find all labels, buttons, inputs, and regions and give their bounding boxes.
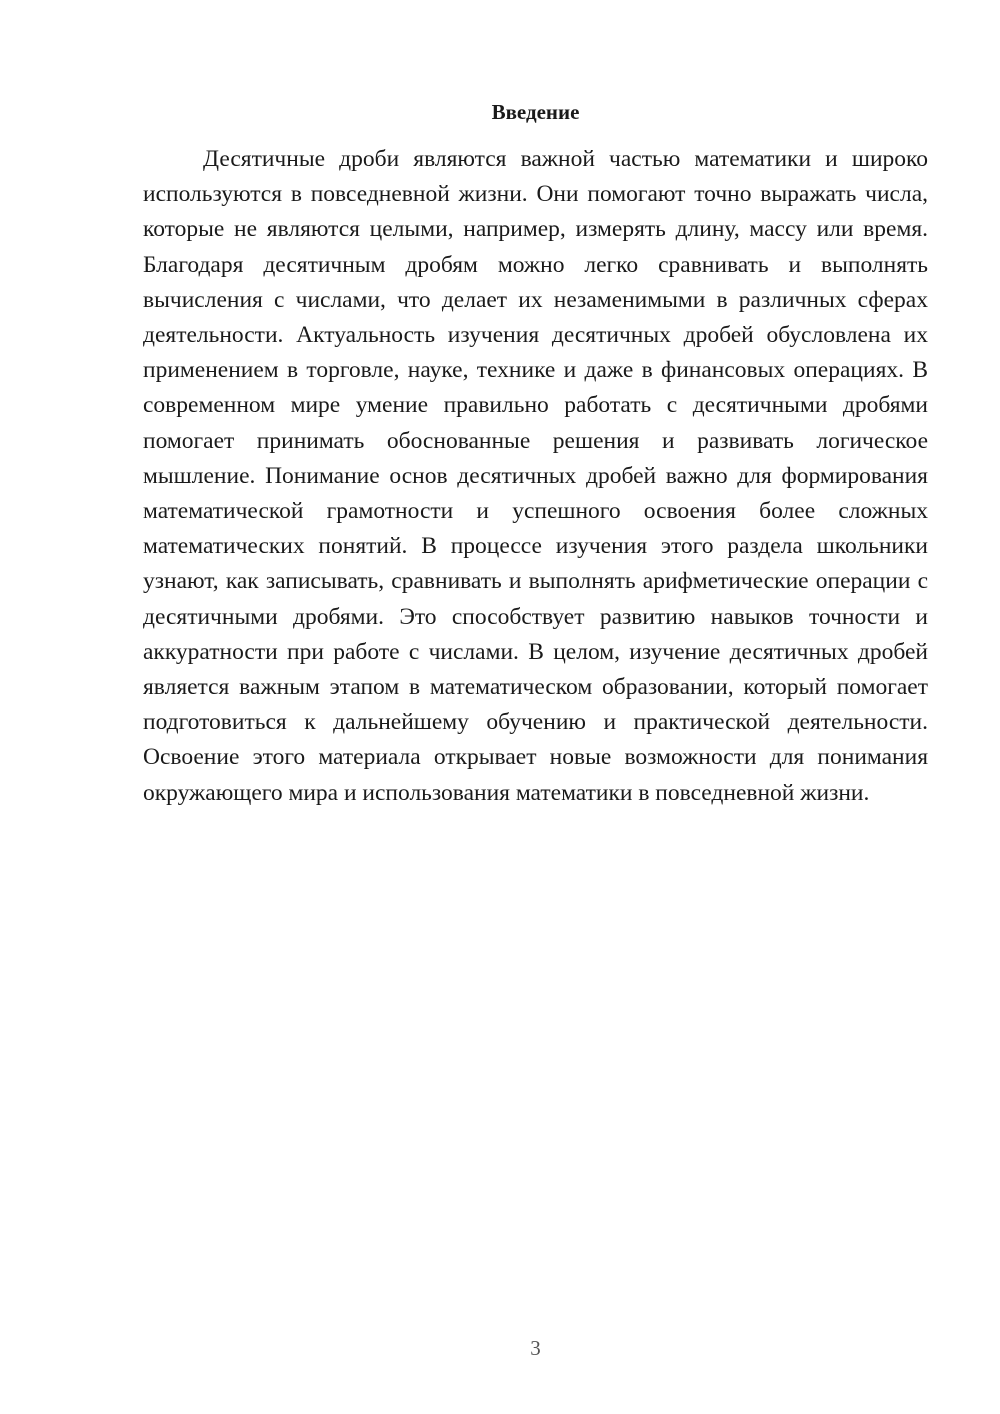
page-number: 3 [530, 1336, 541, 1360]
body-paragraph: Десятичные дроби являются важной частью математики и широко используются в повседневной жизни. Они помогают точно выражать числа, которые не являются целыми, например, измерять длину, массу или время. Благодаря десятичным дробям можно легко сравнивать и выполнять вычисления с числами, что делает их незаменимыми в различных сферах деятельности. Актуальность изучения десятичных дробей обусловлена их применением в торговле, науке, технике и даже в финансовых операциях. В современном мире умение правильно работать с десятичными дробями помогает принимать обоснованные решения и развивать логическое мышление. Понимание основ десятичных дробей важно для формирования математической грамотности и успешного освоения более сложных математических понятий. В процессе изучения этого раздела школьники узнают, как записывать, сравнивать и выполнять арифметические операции с десятичными дробями. Это способствует развитию навыков точности и аккуратности при работе с числами. В целом, изучение десятичных дробей является важным этапом в математическом образовании, который помогает подготовиться к дальнейшему обучению и практической деятельности. Освоение этого материала открывает новые возможности для понимания окружающего мира и использования математики в повседневной жизни. [143, 146, 928, 806]
section-heading: Введение [491, 100, 580, 124]
